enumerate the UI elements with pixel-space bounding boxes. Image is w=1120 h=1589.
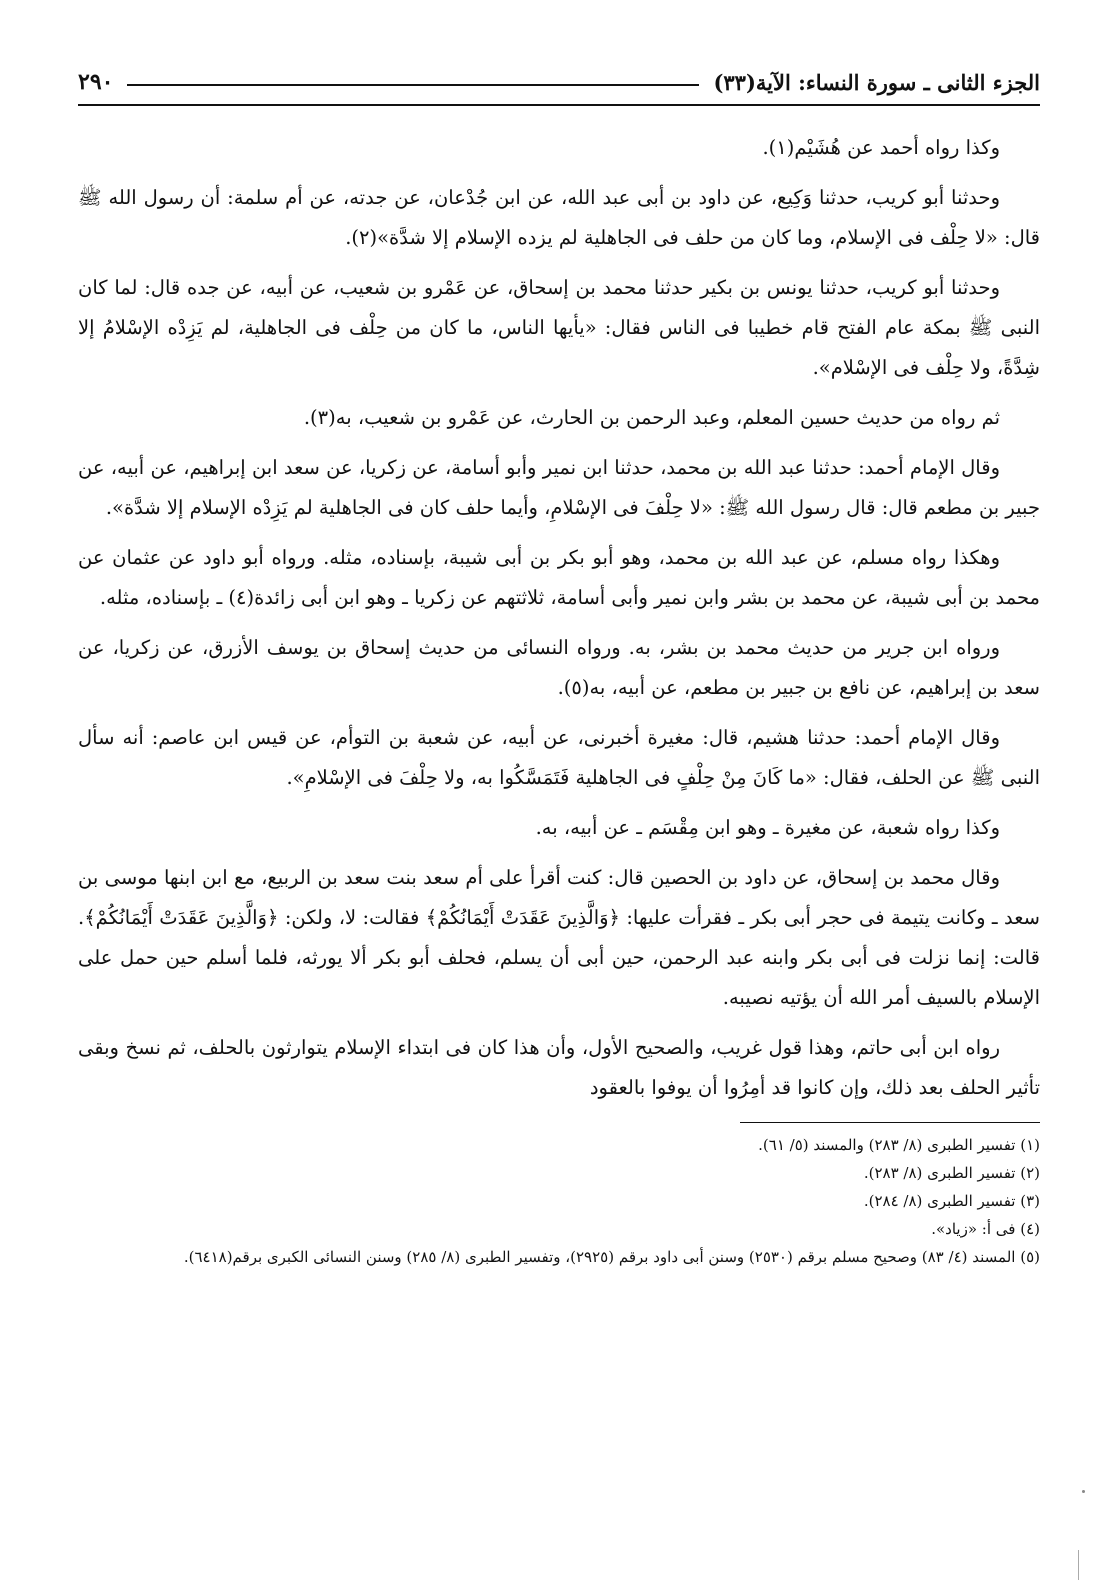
paragraph: ثم رواه من حديث حسين المعلم، وعبد الرحمن بن الحارث، عن عَمْرو بن شعيب، به(٣). bbox=[303, 406, 1000, 429]
scan-mark bbox=[1078, 1550, 1079, 1580]
footnote: (٥) المسند (٤/ ٨٣) وصحيح مسلم برقم (٢٥٣٠) وسنن أبى داود برقم (٢٩٢٥)، وتفسير الطبرى (٨/ ٢٨٥) وسنن النسائى الكبرى برقم(٦٤١٨). bbox=[183, 1248, 1040, 1266]
paragraph: وكذا رواه أحمد عن هُشَيْم(١). bbox=[762, 136, 1000, 159]
paragraph: وحدثنا أبو كريب، حدثنا وَكِيع، عن داود بن أبى عبد الله، عن ابن جُدْعان، عن جدته، عن أم سلمة: أن رسول الله ﷺ قال: «لا حِلْف فى الإسلام، وما كان من حلف فى الجاهلية لم يزده الإسلام إلا شدَّة»(٢). bbox=[78, 186, 1040, 249]
footnote: (٤) فى أ: «زياد». bbox=[931, 1220, 1040, 1238]
footnote-separator bbox=[740, 1122, 1040, 1123]
paragraph: ورواه ابن جرير من حديث محمد بن بشر، به. ورواه النسائى من حديث إسحاق بن يوسف الأزرق، عن زكريا، عن سعد بن إبراهيم، عن نافع بن جبير بن مطعم، عن أبيه، به(٥). bbox=[78, 636, 1040, 699]
footnote: (٢) تفسير الطبرى (٨/ ٢٨٣). bbox=[863, 1164, 1040, 1182]
running-header bbox=[78, 62, 1040, 102]
header-rule bbox=[127, 84, 699, 86]
scan-speck bbox=[1082, 1490, 1085, 1493]
header-underline bbox=[78, 104, 1040, 106]
paragraph: وهكذا رواه مسلم، عن عبد الله بن محمد، وهو أبو بكر بن أبى شيبة، بإسناده، مثله. ورواه أبو داود عن عثمان عن محمد بن أبى شيبة، عن محمد بن بشر وابن نمير وأبى أسامة، ثلاثتهم عن زكريا ـ وهو ابن أبى زائدة(٤) ـ بإسناده، مثله. bbox=[78, 546, 1040, 609]
page-number: ٢٩٠ bbox=[78, 69, 114, 95]
paragraph: رواه ابن أبى حاتم، وهذا قول غريب، والصحيح الأول، وأن هذا كان فى ابتداء الإسلام يتوارثون بالحلف، ثم نسخ وبقى تأثير الحلف بعد ذلك، وإن كانوا قد أمِرُوا أن يوفوا بالعقود bbox=[78, 1036, 1040, 1099]
paragraph: وحدثنا أبو كريب، حدثنا يونس بن بكير حدثنا محمد بن إسحاق، عن عَمْرو بن شعيب، عن أبيه، عن جده قال: لما كان النبى ﷺ بمكة عام الفتح قام خطيبا فى الناس فقال: «يأيها الناس، ما كان من حِلْف فى الجاهلية، لم يَزِدْه الإسْلامُ إلا شِدَّةً، ولا حِلْف فى الإسْلام». bbox=[78, 276, 1040, 379]
footnotes bbox=[78, 1131, 1040, 1271]
paragraph: وقال الإمام أحمد: حدثنا عبد الله بن محمد، حدثنا ابن نمير وأبو أسامة، عن زكريا، عن سعد ابن إبراهيم، عن أبيه، عن جبير بن مطعم قال: قال رسول الله ﷺ: «لا حِلْفَ فى الإسْلامِ، وأيما حلف كان فى الجاهلية لم يَزِدْه الإسلام إلا شدَّة». bbox=[78, 456, 1040, 519]
main-text bbox=[78, 128, 1040, 1108]
footnote: (١) تفسير الطبرى (٨/ ٢٨٣) والمسند (٥/ ٦١). bbox=[758, 1136, 1040, 1154]
book-page bbox=[78, 62, 1040, 1502]
paragraph: وقال محمد بن إسحاق، عن داود بن الحصين قال: كنت أقرأ على أم سعد بنت سعد بن الربيع، مع ابن ابنها موسى بن سعد ـ وكانت يتيمة فى حجر أبى بكر ـ فقرأت عليها: ﴿وَالَّذِينَ عَقَدَتْ أَيْمَانُكُمْ﴾ فقالت: لا، ولكن: ﴿وَالَّذِينَ عَقَدَتْ أَيْمَانُكُمْ﴾. قالت: إنما نزلت فى أبى بكر وابنه عبد الرحمن، حين أبى أن يسلم، فحلف أبو بكر ألا يورثه، فلما أسلم حين حمل على الإسلام بالسيف أمر الله أن يؤتيه نصيبه. bbox=[78, 866, 1040, 1009]
paragraph: وكذا رواه شعبة، عن مغيرة ـ وهو ابن مِقْسَم ـ عن أبيه، به. bbox=[535, 816, 1000, 839]
header-title: الجزء الثانى ـ سورة النساء: الآية(٣٣) bbox=[713, 69, 1040, 95]
footnote: (٣) تفسير الطبرى (٨/ ٢٨٤). bbox=[863, 1192, 1040, 1210]
paragraph: وقال الإمام أحمد: حدثنا هشيم، قال: مغيرة أخبرنى، عن أبيه، عن شعبة بن التوأم، عن قيس ابن عاصم: أنه سأل النبى ﷺ عن الحلف، فقال: «ما كَانَ مِنْ حِلْفٍ فى الجاهلية فَتَمَسَّكُوا به، ولا حِلْفَ فى الإسْلامِ». bbox=[78, 726, 1040, 789]
